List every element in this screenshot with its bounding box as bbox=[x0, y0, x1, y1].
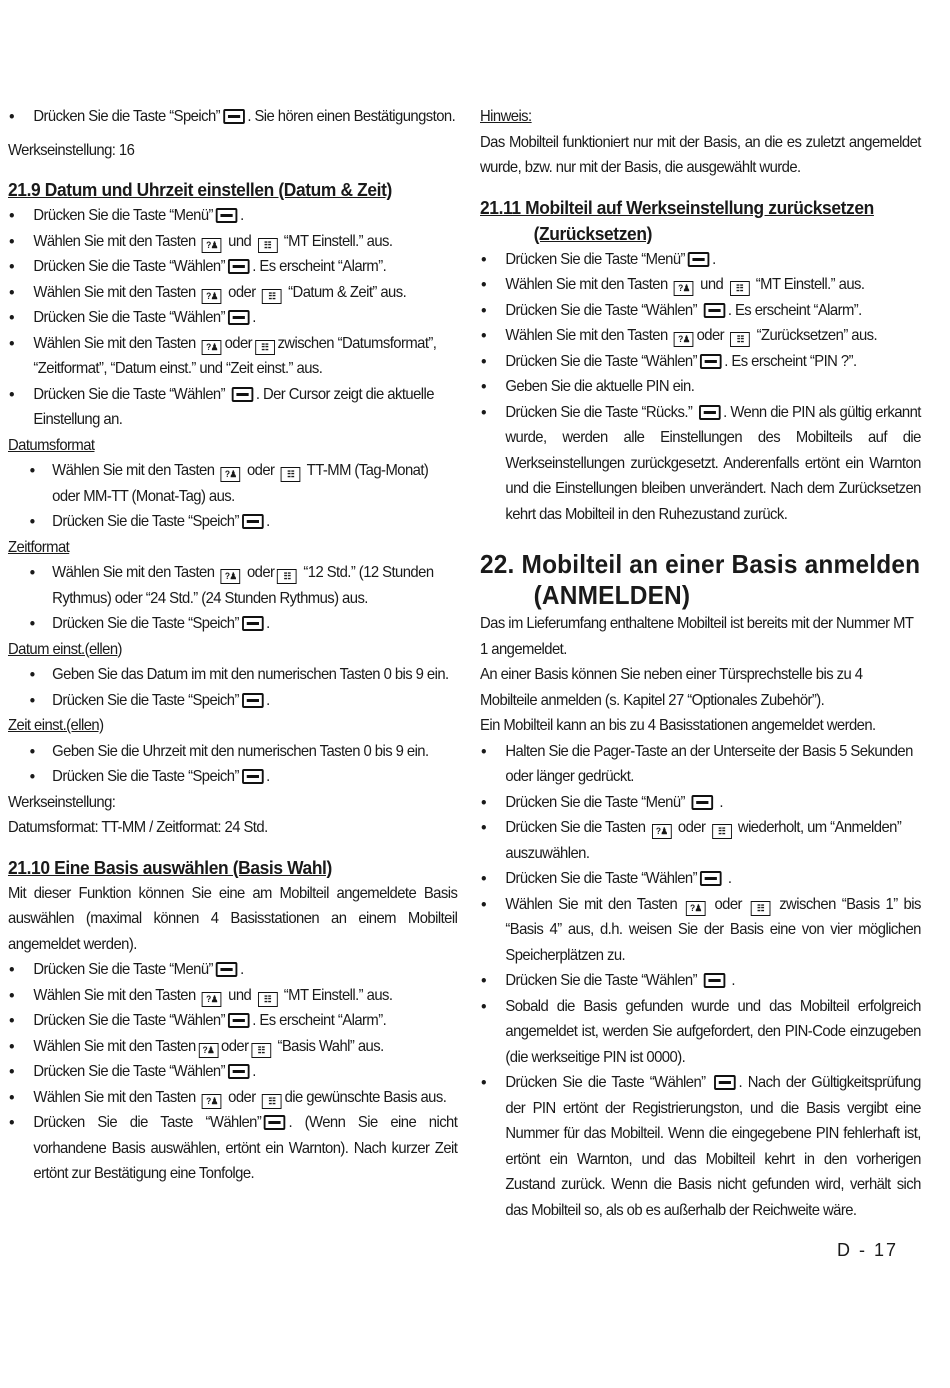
list-item: • Wählen Sie mit den Tasten ?♟ oder ☷ “Zurücksetzen” aus. bbox=[480, 323, 921, 349]
list-item: • Drücken Sie die Taste “Wählen” . bbox=[480, 866, 921, 892]
chapter-heading-22-cont: (ANMELDEN) bbox=[533, 580, 691, 610]
list-item: • Drücken Sie die Taste “Speich” . bbox=[8, 688, 457, 714]
softkey-icon bbox=[216, 962, 238, 977]
list-item: • Wählen Sie mit den Tasten ?♟ und ☷ “MT Einstell.” aus. bbox=[8, 983, 457, 1009]
softkey-icon bbox=[223, 109, 245, 124]
subheading-zeit-einst: Zeit einst.(ellen) bbox=[8, 717, 104, 734]
book-down-key-icon: ☷ bbox=[251, 1043, 271, 1058]
phonebook-up-key-icon: ?♟ bbox=[202, 238, 222, 253]
list-item: • Wählen Sie mit den Tasten ?♟ oder ☷ TT-MM (Tag-Monat) bbox=[8, 458, 457, 484]
list-item: • Drücken Sie die Taste “Menü” . bbox=[8, 957, 457, 983]
book-down-key-icon: ☷ bbox=[258, 238, 278, 253]
softkey-icon bbox=[228, 1013, 250, 1028]
section-heading-21-10: 21.10 Eine Basis auswählen (Basis Wahl) bbox=[8, 856, 332, 878]
softkey-icon bbox=[242, 616, 264, 631]
factory-setting: Werkseinstellung: 16 bbox=[8, 141, 135, 159]
right-column bbox=[480, 104, 921, 1223]
list-item: • Drücken Sie die Taste “Wählen” . Es erscheint “Alarm”. bbox=[480, 298, 921, 324]
list-item: • Wählen Sie mit den Tasten ?♟ oder ☷ zwischen “Datumsformat”, bbox=[8, 331, 457, 357]
book-down-key-icon: ☷ bbox=[751, 901, 771, 916]
phonebook-up-key-icon: ?♟ bbox=[686, 901, 706, 916]
list-item: • Drücken Sie die Tasten ?♟ oder ☷ wiederholt, um “Anmelden” auszuwählen. bbox=[480, 815, 921, 866]
softkey-icon bbox=[703, 973, 725, 988]
list-item: • Drücken Sie die Taste “Wählen” . Nach der Gültigkeitsprüfung der PIN ertönt der Registrierungston, und die Basis vergibt eine Nummer für das Mobilteil. Wenn die eingegebene PIN fehlerhaft ist, ertönt ein Warnton, und das Mobilteil kehrt in den vorherigen Zustand zurück. Wenn die Basis nicht gefunden wird, verhält sich das Mobilteil so, als ob es außerhalb der Reichweite wäre. bbox=[480, 1070, 921, 1223]
book-down-key-icon: ☷ bbox=[730, 281, 750, 296]
phonebook-up-key-icon: ?♟ bbox=[674, 332, 694, 347]
list-item: • Wählen Sie mit den Tasten ?♟ oder ☷ “Datum & Zeit” aus. bbox=[8, 280, 457, 306]
softkey-icon bbox=[700, 871, 722, 886]
book-down-key-icon: ☷ bbox=[730, 332, 750, 347]
softkey-icon bbox=[699, 405, 721, 420]
book-down-key-icon: ☷ bbox=[262, 289, 282, 304]
subheading-datumsformat: Datumsformat bbox=[8, 436, 95, 454]
paragraph: Ein Mobilteil kann an bis zu 4 Basisstationen angemeldet werden. bbox=[480, 717, 876, 734]
list-item: • Wählen Sie mit den Tasten ?♟ oder ☷ zwischen “Basis 1” bis “Basis 4” aus, d.h. weisen Sie der Basis eine von vier möglichen Speicherplätzen zu. bbox=[480, 892, 921, 969]
list-item: • Geben Sie die Uhrzeit mit den numerischen Tasten 0 bis 9 ein. bbox=[8, 739, 457, 765]
section-heading-21-11: 21.11 Mobilteil auf Werkseinstellung zurücksetzen bbox=[480, 196, 874, 218]
list-item: • Wählen Sie mit den Tasten ?♟ oder ☷ die gewünschte Basis aus. bbox=[8, 1085, 457, 1111]
list-item: • Halten Sie die Pager-Taste an der Unterseite der Basis 5 Sekunden oder länger gedrückt. bbox=[480, 739, 921, 790]
list-item: • Drücken Sie die Taste “Speich” . bbox=[8, 509, 457, 535]
softkey-icon bbox=[228, 1064, 250, 1079]
phonebook-up-key-icon: ?♟ bbox=[221, 569, 241, 584]
softkey-icon bbox=[242, 769, 264, 784]
list-item: • Drücken Sie die Taste “Wählen” . bbox=[480, 968, 921, 994]
softkey-icon bbox=[714, 1075, 736, 1090]
note-text: Das Mobilteil funktioniert nur mit der Basis, an die es zuletzt angemeldet wurde, bzw. nur mit der Basis, die ausgewählt wurde. bbox=[480, 133, 921, 176]
list-item: • Drücken Sie die Taste “Wählen” . Der Cursor zeigt die aktuelle bbox=[8, 382, 457, 408]
list-item: • Drücken Sie die Taste “Wählen” . Es erscheint “PIN ?”. bbox=[480, 349, 921, 375]
text: Einstellung an. bbox=[33, 411, 123, 428]
phonebook-up-key-icon: ?♟ bbox=[202, 340, 222, 355]
list-item bbox=[8, 104, 457, 130]
chapter-heading-22: 22. Mobilteil an einer Basis anmelden bbox=[480, 549, 921, 579]
phonebook-up-key-icon: ?♟ bbox=[674, 281, 694, 296]
text: Drücken Sie die Taste “Speich” bbox=[33, 108, 221, 125]
softkey-icon bbox=[691, 795, 713, 810]
list-item: • Drücken Sie die Taste “Menü” . bbox=[480, 247, 921, 273]
list-item: • Geben Sie die aktuelle PIN ein. bbox=[480, 374, 921, 400]
paragraph: Mit dieser Funktion können Sie eine am Mobilteil angemeldete Basis auswählen (maximal können 4 Basisstationen an einem Mobilteil angemeldet werden). bbox=[8, 884, 458, 953]
book-down-key-icon: ☷ bbox=[277, 569, 297, 584]
list-item: • Drücken Sie die Taste “Wählen” . Es erscheint “Alarm”. bbox=[8, 254, 457, 280]
factory-setting-value: Datumsformat: TT-MM / Zeitformat: 24 Std. bbox=[8, 819, 268, 836]
softkey-icon bbox=[228, 259, 250, 274]
softkey-icon bbox=[231, 387, 253, 402]
subheading-zeitformat: Zeitformat bbox=[8, 538, 70, 556]
phonebook-up-key-icon: ?♟ bbox=[202, 1094, 222, 1109]
softkey-icon bbox=[264, 1115, 286, 1130]
book-down-key-icon: ☷ bbox=[255, 340, 275, 355]
list-item: • Wählen Sie mit den Tasten ?♟ oder ☷ “Basis Wahl” aus. bbox=[8, 1034, 457, 1060]
list-item: • Wählen Sie mit den Tasten ?♟ und ☷ “MT Einstell.” aus. bbox=[480, 272, 921, 298]
list-item: • Drücken Sie die Taste “Wählen” . bbox=[8, 1059, 457, 1085]
list-item: • Drücken Sie die Taste “Speich” . bbox=[8, 611, 457, 637]
phonebook-up-key-icon: ?♟ bbox=[198, 1043, 218, 1058]
list-item: • Drücken Sie die Taste “Wählen” . (Wenn Sie eine nicht vorhandene Basis auswählen, ertönt ein Warnton). Nach kurzer Zeit ertönt zur Bestätigung eine Tonfolge. bbox=[8, 1110, 457, 1187]
softkey-icon bbox=[688, 252, 710, 267]
list-item: • Drücken Sie die Taste “Menü” . bbox=[480, 790, 921, 816]
phonebook-up-key-icon: ?♟ bbox=[202, 289, 222, 304]
softkey-icon bbox=[228, 310, 250, 325]
factory-setting-label: Werkseinstellung: bbox=[8, 793, 116, 811]
book-down-key-icon: ☷ bbox=[712, 824, 732, 839]
list-item: • Drücken Sie die Taste “Speich” . bbox=[8, 764, 457, 790]
left-column bbox=[8, 104, 457, 1187]
phonebook-up-key-icon: ?♟ bbox=[202, 992, 222, 1007]
paragraph: An einer Basis können Sie neben einer Türsprechstelle bis zu 4 Mobilteile anmelden (s. Kapitel 27 “Optionales Zubehör”). bbox=[480, 666, 863, 709]
text: “Zeitformat”, “Datum einst.” und “Zeit einst.” aus. bbox=[33, 360, 323, 377]
list-item: • Wählen Sie mit den Tasten ?♟ und ☷ “MT Einstell.” aus. bbox=[8, 229, 457, 255]
text: . Sie hören einen Bestätigungston. bbox=[247, 108, 456, 125]
book-down-key-icon: ☷ bbox=[281, 467, 301, 482]
phonebook-up-key-icon: ?♟ bbox=[652, 824, 672, 839]
text: oder MM-TT (Monat-Tag) aus. bbox=[52, 487, 235, 505]
softkey-icon bbox=[242, 693, 264, 708]
subheading-datum-einst: Datum einst.(ellen) bbox=[8, 640, 122, 658]
section-heading-21-9: 21.9 Datum und Uhrzeit einstellen (Datum & Zeit) bbox=[8, 179, 392, 200]
list-item: • Geben Sie das Datum im mit den numerischen Tasten 0 bis 9 ein. bbox=[8, 662, 457, 688]
text: Rythmus) oder “24 Std.” (24 Stunden Rythmus) aus. bbox=[52, 589, 368, 607]
softkey-icon bbox=[703, 303, 725, 318]
list-item: • Wählen Sie mit den Tasten ?♟ oder ☷ “12 Std.” (12 Stunden bbox=[8, 560, 457, 586]
note-label: Hinweis: bbox=[480, 108, 532, 125]
paragraph: Das im Lieferumfang enthaltene Mobilteil ist bereits mit der Nummer MT 1 angemeldet. bbox=[480, 615, 914, 658]
phonebook-up-key-icon: ?♟ bbox=[221, 467, 241, 482]
list-item: • Drücken Sie die Taste “Wählen” . Es erscheint “Alarm”. bbox=[8, 1008, 457, 1034]
softkey-icon bbox=[242, 514, 264, 529]
section-heading-21-11-cont: (Zurücksetzen) bbox=[533, 222, 653, 244]
page-number: D - 17 bbox=[836, 1240, 898, 1260]
softkey-icon bbox=[700, 354, 722, 369]
list-item: • Sobald die Basis gefunden wurde und das Mobilteil erfolgreich angemeldet ist, werden Sie aufgefordert, den PIN-Code einzugeben (die werkseitige PIN ist 0000). bbox=[480, 994, 921, 1071]
list-item: • Drücken Sie die Taste “Menü” . bbox=[8, 203, 457, 229]
list-item: • Drücken Sie die Taste “Wählen” . bbox=[8, 305, 457, 331]
book-down-key-icon: ☷ bbox=[262, 1094, 282, 1109]
list-item: • Drücken Sie die Taste “Rücks.” . Wenn die PIN als gültig erkannt wurde, werden alle Einstellungen des Mobilteils auf die Werkseinstellungen zurückgesetzt. Anderenfalls ertönt ein Warnton und die Einstellungen bleiben unverändert. Nach dem Zurücksetzen kehrt das Mobilteil in den Ruhezustand zurück. bbox=[480, 400, 921, 528]
book-down-key-icon: ☷ bbox=[258, 992, 278, 1007]
softkey-icon bbox=[216, 208, 238, 223]
